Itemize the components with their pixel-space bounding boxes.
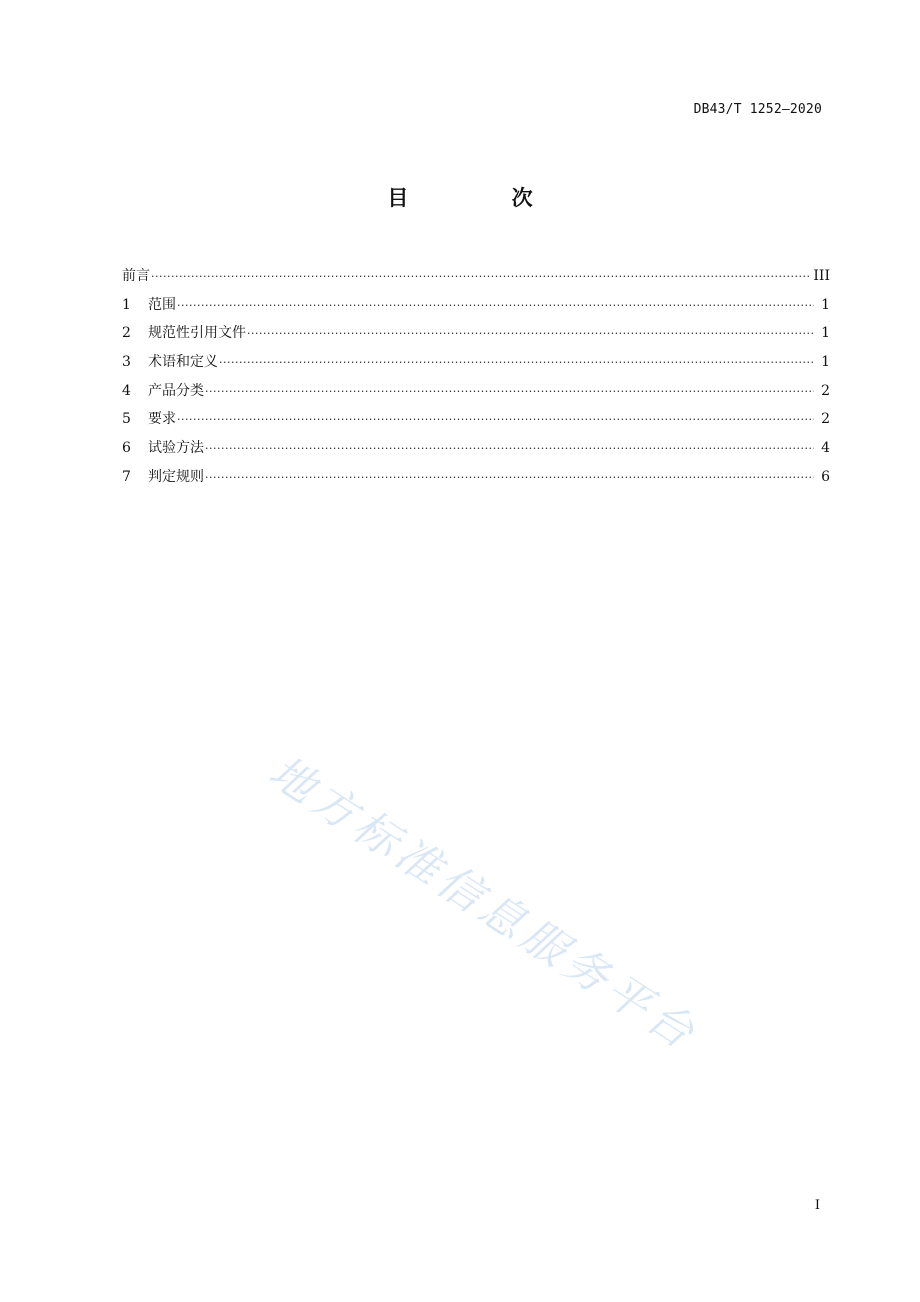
toc-leader-dots (205, 464, 814, 493)
toc-entry-page: III (813, 268, 830, 284)
toc-entry-product-classification[interactable] (122, 377, 830, 406)
toc-title: 目 次 (387, 186, 581, 210)
page-number: I (814, 1198, 820, 1213)
toc-entry-number: 4 (122, 382, 131, 399)
toc-entry-page: 4 (821, 440, 830, 457)
toc-entry-text: 要求 (148, 411, 176, 428)
toc-entry-text: 判定规则 (148, 468, 204, 485)
toc-entry-test-methods[interactable] (122, 434, 830, 463)
toc-entry-number: 5 (122, 411, 131, 428)
toc-leader-dots (205, 435, 814, 464)
toc-leader-dots (219, 349, 814, 378)
toc-entry-normative-references[interactable] (122, 319, 830, 348)
toc-entry-terms-definitions[interactable] (122, 348, 830, 377)
watermark: 地方标准信息服务平台 (259, 746, 708, 1062)
toc-leader-dots (205, 378, 814, 407)
toc-entry-requirements[interactable] (122, 405, 830, 434)
toc-entry-text: 产品分类 (148, 382, 204, 399)
toc-entry-number: 6 (122, 440, 131, 457)
toc-entry-judgement-rules[interactable] (122, 463, 830, 492)
toc-entry-page: 2 (821, 411, 830, 428)
toc-entry-text: 术语和定义 (148, 354, 218, 371)
toc-entry-page: 6 (821, 468, 830, 485)
toc-entry-foreword[interactable] (122, 262, 830, 291)
toc-entry-text: 范围 (148, 296, 176, 313)
toc-entry-page: 2 (821, 382, 830, 399)
toc-entry-text: 试验方法 (148, 440, 204, 457)
toc-entry-scope[interactable] (122, 291, 830, 320)
standard-code: DB43/T 1252—2020 (693, 102, 822, 117)
toc-entry-text: 前言 (122, 268, 150, 284)
toc-entry-page: 1 (821, 325, 830, 342)
toc-leader-dots (247, 320, 814, 349)
toc-entry-number: 7 (122, 468, 131, 485)
toc-leader-dots (177, 292, 814, 321)
toc-leader-dots (177, 406, 814, 435)
toc-leader-dots (151, 263, 809, 292)
toc-entry-number: 2 (122, 325, 131, 342)
toc-entry-text: 规范性引用文件 (148, 325, 246, 342)
toc-entry-page: 1 (821, 296, 830, 313)
toc-entry-number: 1 (122, 296, 131, 313)
toc-entry-page: 1 (821, 354, 830, 371)
table-of-contents (122, 262, 830, 492)
toc-entry-number: 3 (122, 354, 131, 371)
